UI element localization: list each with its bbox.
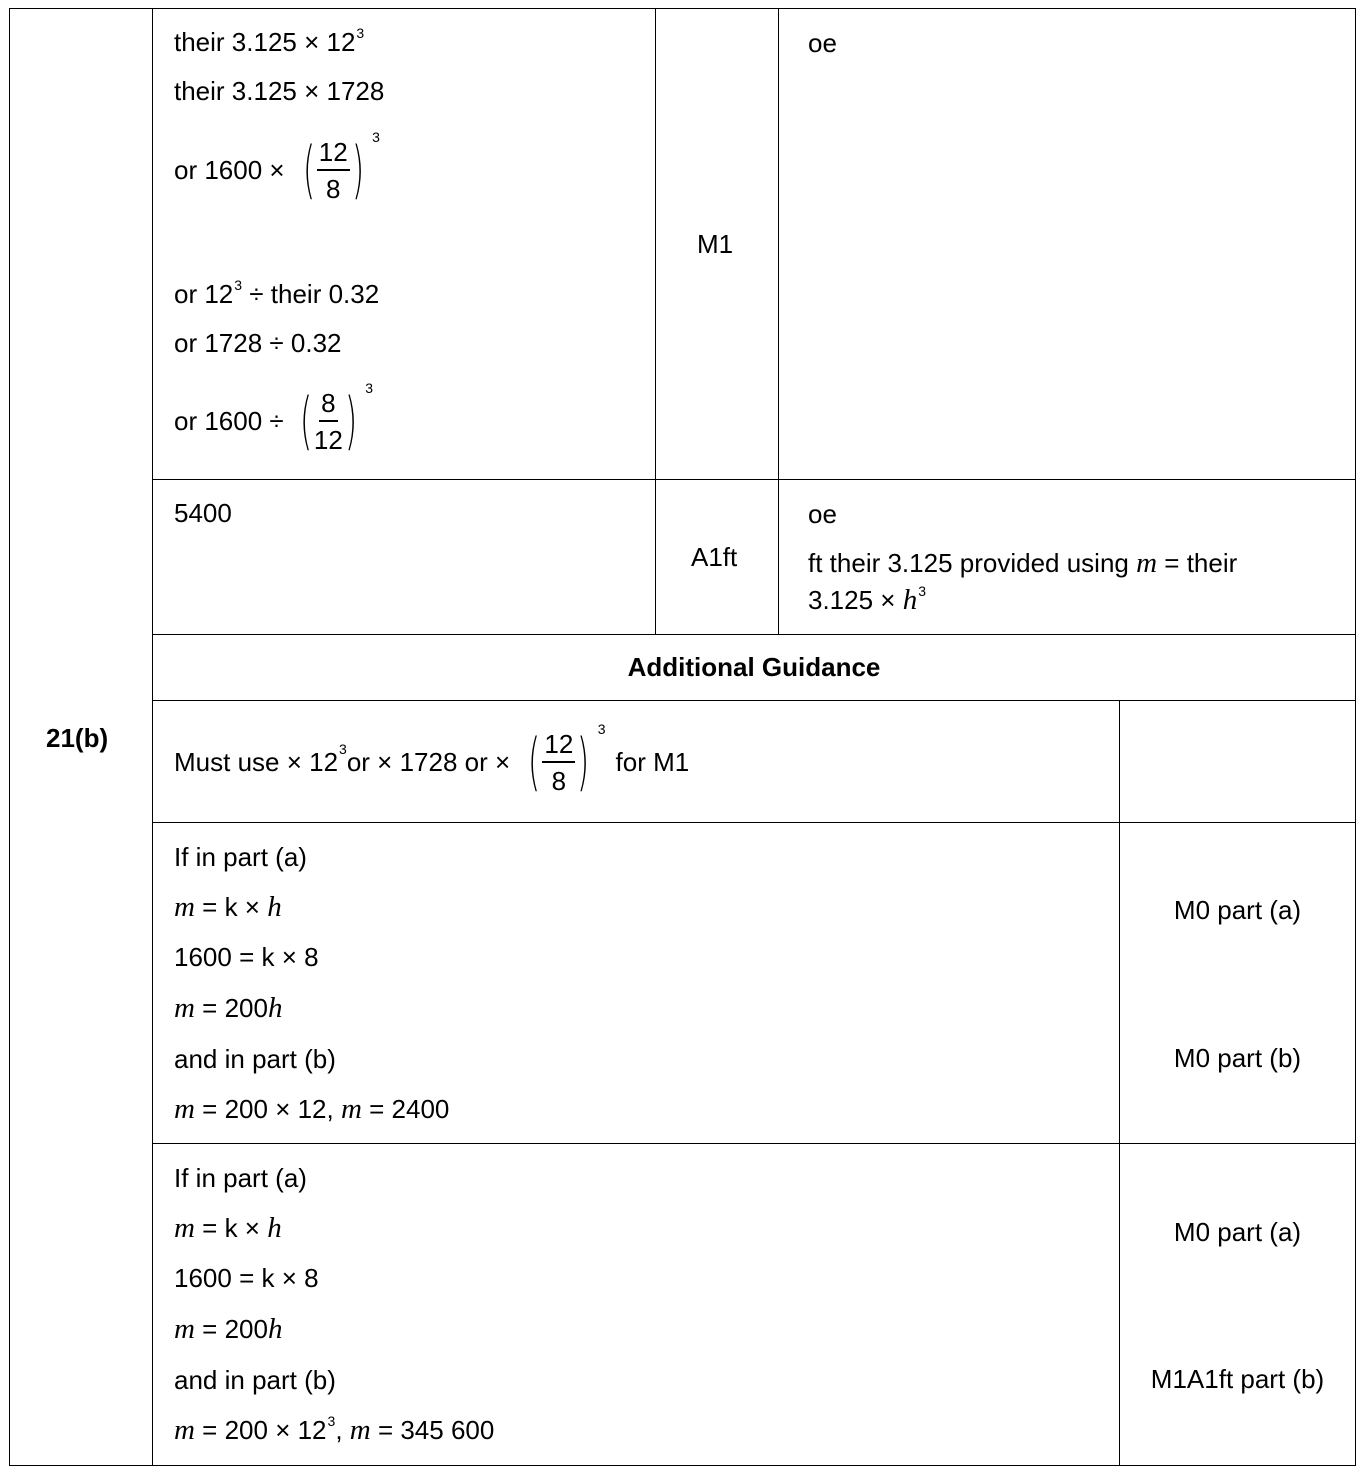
divider-question: [152, 8, 153, 1466]
guidance-2-mark-a: M0 part (a): [1173, 895, 1302, 925]
border-top: [9, 8, 1356, 9]
guidance-2-line-6: m = 200 × 12, m = 2400: [174, 1093, 450, 1125]
fraction-12-over-8-guidance: ( $\frac{12}{8}$ ) 3: [528, 721, 606, 798]
guidance-3-line-6: $m = 200 \times 12^3$, m = 345 600: [174, 1413, 495, 1446]
working-line-4: or $12^3$ ÷ their 0.32: [174, 277, 380, 309]
working-line-6: or 1600 ÷ ( $\frac{8}{12}$ ) 3: [174, 380, 374, 457]
working-line-1: their $3.125 \times 12^3$: [174, 25, 365, 57]
guidance-3-line-2: m = k × h: [174, 1212, 282, 1244]
mark-a1ft: A1ft: [691, 542, 738, 572]
guidance-2-line-4: m = 200h: [174, 992, 283, 1024]
row-line-3: [152, 700, 1356, 701]
working-line-3: or 1600 × ( $\frac{12}{8}$ ) 3: [174, 129, 380, 206]
border-left: [9, 8, 10, 1466]
question-number: 21(b): [46, 723, 109, 753]
guidance-2-mark-b: M0 part (b): [1173, 1043, 1302, 1073]
comment-ft-line-1: ft their 3.125 provided using m = their: [808, 547, 1238, 579]
fraction-8-over-12: ( $\frac{8}{12}$ ) 3: [299, 380, 374, 457]
mark-m1: M1: [697, 229, 734, 259]
row-line-1: [152, 479, 1356, 480]
working-line-2: their 3.125 × 1728: [174, 76, 385, 106]
working-line-5: or 1728 ÷ 0.32: [174, 328, 342, 358]
border-bottom: [9, 1465, 1356, 1466]
divider-comment: [778, 8, 779, 634]
guidance-item-1: Must use × 12 $^3$ or × 1728 or × ( $\frac{12}{8}$ ) 3 for M1: [174, 721, 690, 798]
guidance-3-line-5: and in part (b): [174, 1365, 336, 1395]
guidance-2-line-2: m = k × h: [174, 891, 282, 923]
divider-mark: [655, 8, 656, 634]
guidance-3-line-4: m = 200h: [174, 1313, 283, 1345]
guidance-3-line-1: If in part (a): [174, 1163, 307, 1193]
border-right: [1355, 8, 1356, 1466]
guidance-2-line-5: and in part (b): [174, 1044, 336, 1074]
divider-guidance: [1119, 700, 1120, 1466]
guidance-2-line-1: If in part (a): [174, 842, 307, 872]
guidance-3-mark-b: M1A1ft part (b): [1150, 1364, 1325, 1394]
comment-ft-line-2: $3.125 \times h^3$: [808, 583, 926, 616]
guidance-3-mark-a: M0 part (a): [1173, 1217, 1302, 1247]
row-line-5: [152, 1143, 1356, 1144]
comment-oe-2: oe: [808, 499, 837, 529]
row-line-4: [152, 822, 1356, 823]
guidance-2-line-3: 1600 = k × 8: [174, 942, 319, 972]
guidance-heading: Additional Guidance: [627, 652, 881, 682]
row-line-2: [152, 634, 1356, 635]
guidance-3-line-3: 1600 = k × 8: [174, 1263, 319, 1293]
fraction-12-over-8: ( $\frac{12}{8}$ ) 3: [302, 129, 380, 206]
comment-oe-1: oe: [808, 28, 837, 58]
answer-value: 5400: [174, 498, 232, 528]
